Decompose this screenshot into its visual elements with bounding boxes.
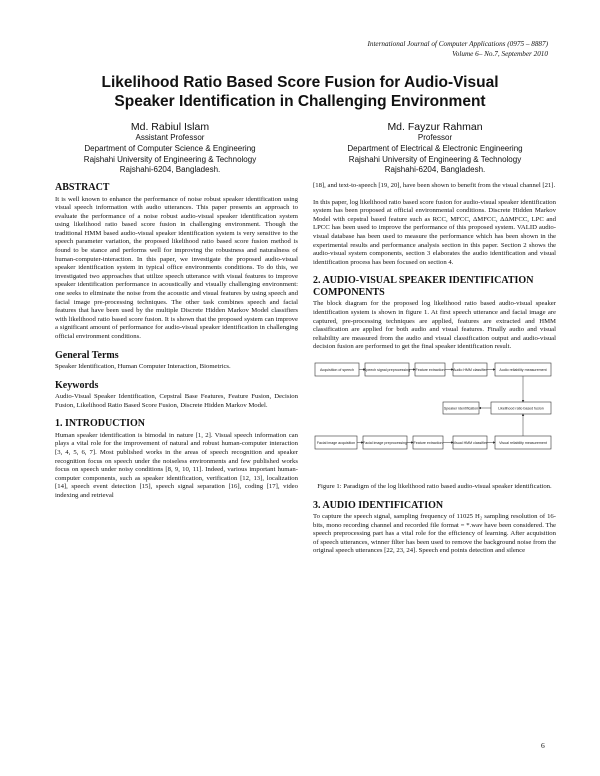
figure-1-block-diagram [313,356,556,479]
author-name: Md. Rabiul Islam [130,121,210,133]
author-university: Rajshahi University of Engineering & Technology [348,154,522,164]
block-label: Visual reliability measurement [499,440,547,445]
author-university: Rajshahi University of Engineering & Technology [83,154,257,164]
block-label: Feature extraction [413,440,443,445]
introduction-continued: [18], and text-to-speech [19, 20], have been shown to benefit from the visual channel [21]. [313,182,556,189]
journal-name: International Journal of Computer Applications (0975 – 8887) [367,40,548,48]
keywords-heading: Keywords [55,379,99,391]
keywords-text: Audio-Visual Speaker Identification, Cepstral Base Features, Feature Fusion, Decision Fusion, Likelihood Ratio Based Score Fusion, Discrete Hidden Markov Model. [55,393,298,409]
title-line-2: Speaker Identification in Challenging Environment [114,93,486,110]
introduction-heading: 1. INTRODUCTION [55,418,146,430]
general-terms-heading: General Terms [55,349,119,361]
author-position: Professor [417,133,453,142]
block-label: Likelihood ratio based fusion [498,406,544,411]
author-address: Rajshahi-6204, Bangladesh. [384,165,486,175]
block-diagram-svg [313,356,556,479]
title-line-1: Likelihood Ratio Based Score Fusion for Audio-Visual [101,74,499,91]
author-position: Assistant Professor [135,133,205,142]
block-label: Facial image preprocessing [363,440,407,445]
block-label: Acquisition of speech [320,367,354,372]
author-department: Department of Electrical & Electronic Engineering [347,143,523,153]
general-terms-text: Speaker Identification, Human Computer Interaction, Biometrics. [55,363,231,371]
section-2-heading: 2. AUDIO-VISUAL SPEAKER IDENTIFICATION COMPONENTS [313,275,534,298]
author-block-2 [305,121,565,176]
block-label: Facial image acquisition [316,440,356,445]
introduction-text: Human speaker identification is bimodal in nature [1, 2]. Visual speech information can plays a vital role for the improvement of natural and robust human-computer interaction [3, 4, 5, 6, 7]. Most published works in the areas of speech recognition and speaker recognition focus on speech under the noiseless environments and few published works focus on speech under noisy conditions [8, 9, 10, 11]. Indeed, various important human-computer components, such as speaker identification, verification [12, 13], localization [14], speech event detection [15], speech signal separation [16], coding [17], video indexing and retrieval [55,431,298,500]
author-block-1 [40,121,300,176]
right-column [313,182,556,556]
block-label: Audio reliability measurement [499,367,547,372]
author-address: Rajshahi-6204, Bangladesh. [119,165,221,175]
figure-caption: Figure 1: Paradigm of the log likelihood ratio based audio-visual speaker identification. [317,482,552,490]
block-label: Speaker identification [443,406,479,411]
author-department: Department of Computer Science & Engineering [84,143,256,153]
abstract-text: It is well known to enhance the performance of noise robust speaker identification using visual speech information with audio utterances. This paper presents an approach to evaluate the performance of a noise robust audio-visual speaker identification system using likelihood ratio based score fusion in challenging environment. Though the traditional HMM based audio-visual speaker identification system is very sensitive to the speech parameter variation, the proposed likelihood ratio based score fusion method is found to be stance and performs well for improving the robustness and naturalness of human-computer-interaction. In this paper, we investigate the proposed audio-visual speaker identification system in typical office environments conditions. To do this, we investigated two approaches that utilize speech utterance with visual features to improve speaker identification performance in acoustically and visually challenging environment: one seeks to eliminate the noise from the acoustic and visual features by using speech and facial image pre-processing techniques. The other task combines speech and facial features that have been used by the multiple Discrete Hidden Markov Model classifiers with likelihood ratio based score fusion. It is shown that the proposed system can improve a significant amount of performance for audio-visual speaker identification in challenging official environment conditions. [55,195,298,340]
left-column [55,182,298,501]
block-label: Audio HMM classifier [453,367,487,372]
journal-header [367,40,548,59]
section-3-heading: 3. AUDIO IDENTIFICATION [313,499,444,511]
page-number: 6 [541,741,545,750]
section-3-text: To capture the speech signal, sampling frequency of 11025 H₂ sampling resolution of 16-bits, mono recording channel and recorded file format = *.wav have been considered. The speech preprocessing part has a vital role for the efficiency of learning. After acquisition of speech utterances, winner filter has been used to remove the background noise from the original speech utterances [22, 23, 24]. Speech end points detection and silence [313,513,556,555]
block-label: Feature extraction [415,367,445,372]
paper-title [40,73,560,111]
block-label: Speech signal preprocessing [363,367,411,372]
journal-volume: Volume 6– No.7, September 2010 [452,49,548,58]
introduction-paragraph-2: In this paper, log likelihood ratio based score fusion for audio-visual speaker identification system has been proposed at official environmental conditions. Discrete Hidden Markov Model with cepstral based feature such as RCC, MFCC, ΔMFCC, ΔΔMFCC, LPC and LPCC has been used to improve the performance of this proposed system. VALID audio-visual database has been used to measure the performance which has been shown in the experimental results and performance analysis section in this paper. Section 2 shows the audio-visual system components, section 3 elaborates the audio identification and visual identification process has been focused on section 4. [313,198,556,266]
section-2-text: The block diagram for the proposed log likelihood ratio based audio-visual speaker identification system is shown in figure 1. At first speech utterance and facial image are captured, pre-processing techniques are applied, features are extracted and HMM classification are applied for both audio and visual features. Finally audio and visual reliability are measured from the audio and visual classification output and audio-visual decision fusion are performed to get the final speaker identification result. [313,300,556,351]
abstract-heading: ABSTRACT [55,182,110,193]
block-label: Visual HMM classifier [452,440,488,445]
author-name: Md. Fayzur Rahman [387,121,483,133]
